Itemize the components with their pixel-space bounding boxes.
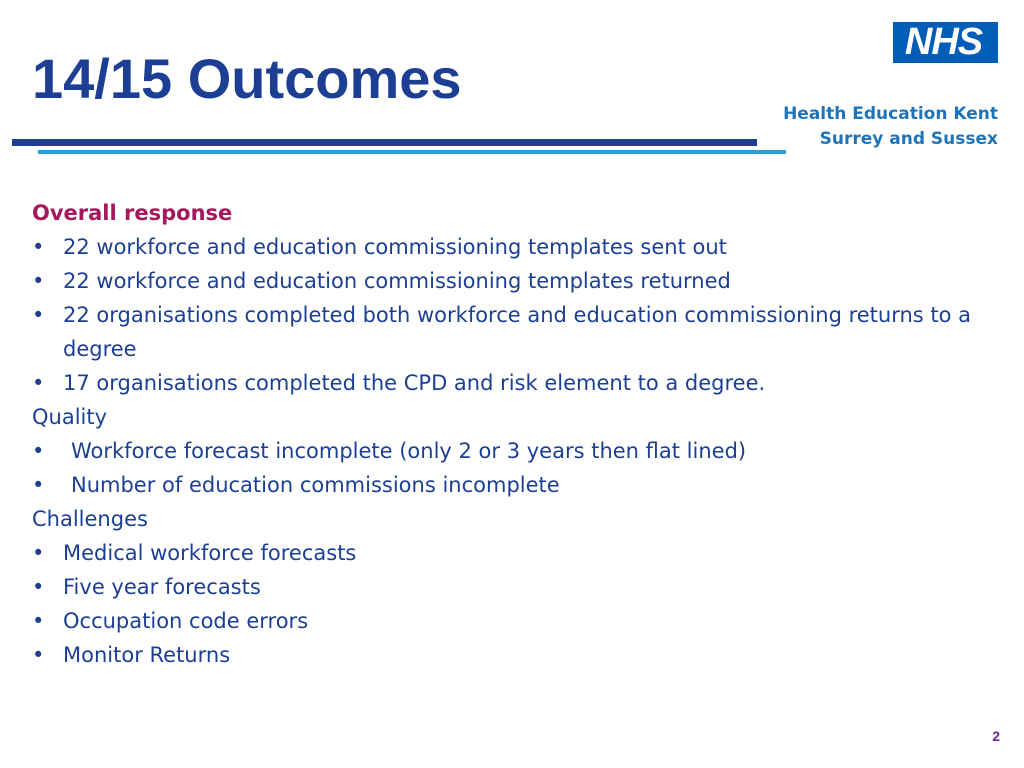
bullet-item <box>32 468 992 502</box>
bullet-icon: • <box>32 269 45 293</box>
bullet-icon: • <box>32 643 45 667</box>
section-heading-challenges: Challenges <box>32 507 148 531</box>
nhs-logo: NHS <box>893 22 998 63</box>
title-underline-light <box>38 150 786 154</box>
slide-content <box>32 196 992 672</box>
bullet-icon: • <box>32 541 45 565</box>
organisation-name-line2: Surrey and Sussex <box>819 129 998 149</box>
bullet-text: Medical workforce forecasts <box>63 541 357 565</box>
bullet-text: Number of education commissions incomplete <box>71 473 560 497</box>
bullet-text: Monitor Returns <box>63 643 231 667</box>
bullet-item <box>32 264 992 298</box>
bullet-item <box>32 366 992 400</box>
bullet-item <box>32 604 992 638</box>
section-heading-overall-response: Overall response <box>32 201 233 225</box>
bullet-icon: • <box>32 235 45 259</box>
bullet-icon: • <box>32 439 45 463</box>
bullet-icon: • <box>32 473 45 497</box>
bullet-icon: • <box>32 575 45 599</box>
bullet-icon: • <box>32 371 45 395</box>
title-underline-dark <box>12 139 757 146</box>
bullet-text: 22 organisations completed both workforce and education commissioning returns to a degree <box>63 303 972 361</box>
bullet-text: Workforce forecast incomplete (only 2 or 3 years then flat lined) <box>71 439 747 463</box>
page-number: 2 <box>992 728 1000 744</box>
bullet-text: Five year forecasts <box>63 575 261 599</box>
bullet-item <box>32 434 992 468</box>
organisation-name-line1: Health Education Kent <box>783 104 998 124</box>
bullet-icon: • <box>32 609 45 633</box>
bullet-item <box>32 230 992 264</box>
bullet-text: 22 workforce and education commissioning templates returned <box>63 269 731 293</box>
bullet-item <box>32 298 992 366</box>
bullet-item <box>32 536 992 570</box>
bullet-text: 22 workforce and education commissioning templates sent out <box>63 235 727 259</box>
bullet-text: 17 organisations completed the CPD and risk element to a degree. <box>63 371 766 395</box>
slide-title: 14/15 Outcomes <box>32 47 462 110</box>
bullet-icon: • <box>32 303 45 327</box>
bullet-text: Occupation code errors <box>63 609 309 633</box>
organisation-name <box>760 102 998 152</box>
bullet-item <box>32 570 992 604</box>
section-heading-quality: Quality <box>32 405 108 429</box>
bullet-item <box>32 638 992 672</box>
